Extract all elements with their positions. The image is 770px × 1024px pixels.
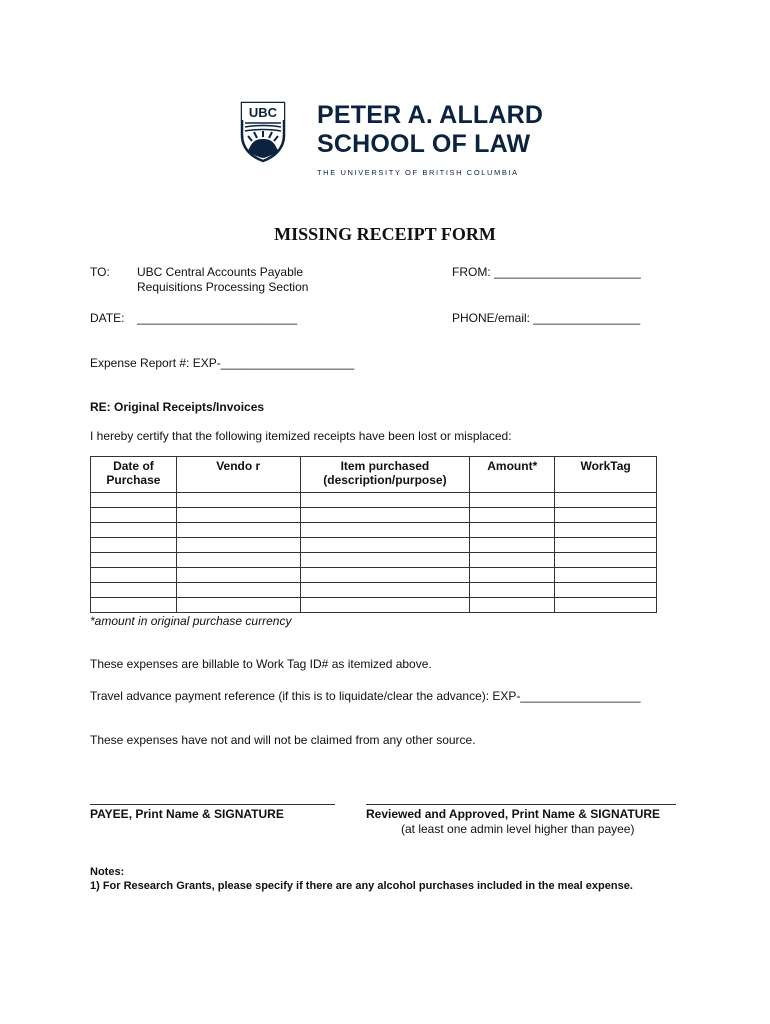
date-label: DATE: xyxy=(90,311,125,325)
not-claimed-statement: These expenses have not and will not be claimed from any other source. xyxy=(90,733,476,747)
vendor-cell[interactable] xyxy=(176,508,300,523)
table-row xyxy=(91,538,657,553)
payee-signature-label: PAYEE, Print Name & SIGNATURE xyxy=(90,807,284,821)
vendor-cell[interactable] xyxy=(176,538,300,553)
date-cell[interactable] xyxy=(91,493,177,508)
amount-cell[interactable] xyxy=(470,508,555,523)
billable-statement: These expenses are billable to Work Tag ID# as itemized above. xyxy=(90,657,432,671)
item-cell[interactable] xyxy=(300,553,470,568)
table-row xyxy=(91,523,657,538)
amount-cell[interactable] xyxy=(470,568,555,583)
table-row xyxy=(91,553,657,568)
table-row xyxy=(91,598,657,613)
worktag-cell[interactable] xyxy=(555,568,657,583)
certify-statement: I hereby certify that the following itemized receipts have been lost or misplaced: xyxy=(90,429,512,443)
worktag-cell[interactable] xyxy=(555,523,657,538)
worktag-cell[interactable] xyxy=(555,553,657,568)
from-field[interactable]: FROM: ______________________ xyxy=(452,265,641,279)
worktag-cell[interactable] xyxy=(555,538,657,553)
table-row xyxy=(91,493,657,508)
worktag-cell[interactable] xyxy=(555,508,657,523)
ubc-crest-logo xyxy=(240,101,286,163)
date-cell[interactable] xyxy=(91,553,177,568)
item-cell[interactable] xyxy=(300,493,470,508)
notes-heading: Notes: xyxy=(90,866,125,878)
col-vendor: Vendo r xyxy=(176,457,300,493)
reviewer-signature-line[interactable] xyxy=(366,804,676,805)
item-cell[interactable] xyxy=(300,568,470,583)
date-cell[interactable] xyxy=(91,508,177,523)
worktag-cell[interactable] xyxy=(555,583,657,598)
table-header-row xyxy=(91,457,657,493)
amount-cell[interactable] xyxy=(470,538,555,553)
col-item-purchased: Item purchased (description/purpose) xyxy=(300,457,470,493)
date-cell[interactable] xyxy=(91,568,177,583)
col-date-of-purchase: Date of Purchase xyxy=(91,457,177,493)
item-cell[interactable] xyxy=(300,583,470,598)
worktag-cell[interactable] xyxy=(555,493,657,508)
vendor-cell[interactable] xyxy=(176,598,300,613)
note-research-grants: 1) For Research Grants, please specify if there are any alcohol purchases included in the meal expense. xyxy=(90,880,633,892)
school-name-line1: PETER A. ALLARD xyxy=(317,101,544,129)
worktag-cell[interactable] xyxy=(555,598,657,613)
table-row xyxy=(91,508,657,523)
date-cell[interactable] xyxy=(91,583,177,598)
to-recipient-line1: UBC Central Accounts Payable xyxy=(137,265,304,279)
table-row xyxy=(91,568,657,583)
vendor-cell[interactable] xyxy=(176,553,300,568)
reviewer-signature-label: Reviewed and Approved, Print Name & SIGNATURE xyxy=(366,807,661,821)
col-worktag: WorkTag xyxy=(555,457,657,493)
amount-cell[interactable] xyxy=(470,493,555,508)
to-label: TO: xyxy=(90,265,110,279)
crest-text: UBC xyxy=(248,105,278,120)
travel-advance-field[interactable]: Travel advance payment reference (if this is to liquidate/clear the advance): EXP-__________________ xyxy=(90,689,641,703)
items-table xyxy=(90,456,657,613)
table-row xyxy=(91,583,657,598)
amount-cell[interactable] xyxy=(470,598,555,613)
item-cell[interactable] xyxy=(300,598,470,613)
payee-signature-line[interactable] xyxy=(90,804,335,805)
date-cell[interactable] xyxy=(91,598,177,613)
vendor-cell[interactable] xyxy=(176,523,300,538)
expense-report-field[interactable]: Expense Report #: EXP-____________________ xyxy=(90,356,355,370)
vendor-cell[interactable] xyxy=(176,493,300,508)
date-field[interactable]: ________________________ xyxy=(137,311,298,325)
col-amount: Amount* xyxy=(470,457,555,493)
vendor-cell[interactable] xyxy=(176,568,300,583)
item-cell[interactable] xyxy=(300,523,470,538)
school-name-line2: SCHOOL OF LAW xyxy=(317,130,531,158)
date-cell[interactable] xyxy=(91,538,177,553)
amount-footnote: *amount in original purchase currency xyxy=(90,614,292,628)
amount-cell[interactable] xyxy=(470,583,555,598)
reviewer-note: (at least one admin level higher than payee) xyxy=(401,822,635,836)
item-cell[interactable] xyxy=(300,508,470,523)
amount-cell[interactable] xyxy=(470,523,555,538)
university-name: THE UNIVERSITY OF BRITISH COLUMBIA xyxy=(317,168,519,177)
to-recipient-line2: Requisitions Processing Section xyxy=(137,280,309,294)
item-cell[interactable] xyxy=(300,538,470,553)
date-cell[interactable] xyxy=(91,523,177,538)
form-title: MISSING RECEIPT FORM xyxy=(274,224,496,244)
vendor-cell[interactable] xyxy=(176,583,300,598)
phone-email-field[interactable]: PHONE/email: ________________ xyxy=(452,311,641,325)
re-line: RE: Original Receipts/Invoices xyxy=(90,400,265,414)
amount-cell[interactable] xyxy=(470,553,555,568)
